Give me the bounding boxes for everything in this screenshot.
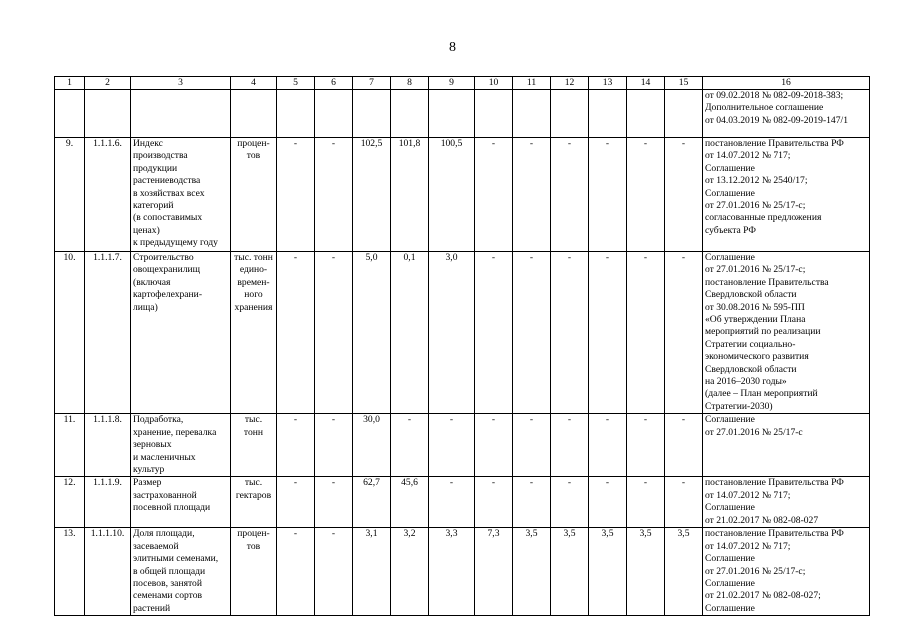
- cell-line: Соглашение: [705, 577, 755, 589]
- cell-line: семенами сортов: [133, 590, 203, 602]
- value-cell: -: [277, 138, 315, 252]
- cell-line: едино-: [239, 264, 268, 276]
- table-row: [55, 252, 870, 414]
- code-cell: 1.1.1.8.: [85, 414, 131, 477]
- value-cell: -: [551, 138, 589, 252]
- cell-line: от 14.07.2012 № 717;: [705, 489, 791, 501]
- cell-line: от 27.01.2016 № 25/17-с;: [705, 200, 806, 212]
- unit-cell: [231, 138, 277, 252]
- cell-line: посевной площади: [133, 502, 211, 514]
- value-cell: -: [475, 477, 513, 528]
- row-number-cell: 11.: [55, 414, 85, 477]
- value-cell: [475, 90, 513, 138]
- cell-line: Соглашение: [705, 187, 755, 199]
- header-cell: 12: [551, 77, 589, 90]
- code-cell: 1.1.1.6.: [85, 138, 131, 252]
- value-cell: -: [475, 414, 513, 477]
- table-row: [55, 138, 870, 252]
- value-cell: [315, 90, 353, 138]
- header-row: [55, 77, 870, 90]
- source-document-cell: [703, 252, 870, 414]
- unit-cell: [231, 528, 277, 616]
- cell-line: Индекс: [133, 138, 163, 149]
- value-cell: -: [589, 138, 627, 252]
- value-cell: -: [277, 252, 315, 414]
- value-cell: -: [277, 414, 315, 477]
- cell-line: от 30.08.2016 № 595-ПП: [705, 301, 805, 313]
- value-cell: -: [665, 252, 703, 414]
- cell-line: картофелехрани-: [133, 289, 203, 301]
- code-cell: 1.1.1.7.: [85, 252, 131, 414]
- cell-line: мероприятий по реализации: [705, 326, 821, 338]
- cell-line: процен-: [237, 138, 270, 149]
- value-cell: -: [277, 528, 315, 616]
- table-body: [55, 77, 870, 616]
- value-cell: 0,1: [391, 252, 429, 414]
- cell-line: от 27.01.2016 № 25/17-с;: [705, 565, 806, 577]
- cell-line: субъекта РФ: [705, 224, 756, 236]
- value-cell: 7,3: [475, 528, 513, 616]
- cell-line: «Об утверждении Плана: [705, 314, 806, 326]
- cell-line: от 21.02.2017 № 082-08-027: [705, 514, 819, 526]
- source-document-cell: [703, 477, 870, 528]
- value-cell: [391, 90, 429, 138]
- value-cell: -: [627, 252, 665, 414]
- cell-line: согласованные предложения: [705, 212, 822, 224]
- cell-line: Соглашение: [705, 602, 755, 614]
- indicator-name-cell: [131, 477, 231, 528]
- table-row: [55, 528, 870, 616]
- cell-line: от 13.12.2012 № 2540/17;: [705, 175, 808, 187]
- cell-line: от 04.03.2019 № 082-09-2019-147/1: [705, 114, 848, 126]
- cell-line: застрахованной: [133, 489, 197, 501]
- value-cell: 3,1: [353, 528, 391, 616]
- cell-line: тыс.: [244, 414, 263, 426]
- cell-line: на 2016–2030 годы»: [705, 376, 787, 388]
- value-cell: 3,5: [551, 528, 589, 616]
- value-cell: [513, 90, 551, 138]
- value-cell: 101,8: [391, 138, 429, 252]
- value-cell: [627, 90, 665, 138]
- cell-line: Строительство: [133, 252, 194, 263]
- cell-line: Подработка,: [133, 414, 184, 426]
- header-cell: 9: [429, 77, 475, 90]
- value-cell: 100,5: [429, 138, 475, 252]
- cell-line: тов: [246, 150, 261, 162]
- cell-line: тыс.: [244, 477, 263, 489]
- cell-line: от 09.02.2018 № 082-09-2018-383;: [705, 90, 844, 101]
- cell-line: от 27.01.2016 № 25/17-с;: [705, 264, 806, 276]
- cell-line: зерновых: [133, 439, 172, 451]
- source-document-cell: [703, 414, 870, 477]
- value-cell: -: [315, 138, 353, 252]
- value-cell: 62,7: [353, 477, 391, 528]
- cell-line: процен-: [237, 528, 270, 540]
- value-cell: -: [315, 414, 353, 477]
- cell-line: в хозяйствах всех: [133, 187, 205, 199]
- value-cell: [589, 90, 627, 138]
- value-cell: -: [627, 477, 665, 528]
- value-cell: -: [589, 252, 627, 414]
- indicator-name-cell: [131, 414, 231, 477]
- value-cell: [429, 90, 475, 138]
- cell-line: Свердловской области: [705, 363, 797, 375]
- value-cell: -: [589, 414, 627, 477]
- value-cell: -: [429, 414, 475, 477]
- unit-cell: [231, 90, 277, 138]
- value-cell: 30,0: [353, 414, 391, 477]
- cell-line: растениеводства: [133, 175, 201, 187]
- value-cell: -: [429, 477, 475, 528]
- cell-line: ного: [244, 289, 263, 301]
- cell-line: элитными семенами,: [133, 553, 219, 565]
- value-cell: 5,0: [353, 252, 391, 414]
- value-cell: 45,6: [391, 477, 429, 528]
- cell-line: Стратегии социально-: [705, 338, 796, 350]
- value-cell: -: [513, 252, 551, 414]
- cell-line: от 14.07.2012 № 717;: [705, 540, 791, 552]
- value-cell: 3,2: [391, 528, 429, 616]
- cell-line: посевов, занятой: [133, 577, 202, 589]
- row-number-cell: 10.: [55, 252, 85, 414]
- header-cell: 5: [277, 77, 315, 90]
- header-cell: 10: [475, 77, 513, 90]
- cell-line: лища): [133, 301, 158, 313]
- cell-line: овощехранилищ: [133, 264, 201, 276]
- header-cell: 13: [589, 77, 627, 90]
- value-cell: 102,5: [353, 138, 391, 252]
- value-cell: -: [665, 138, 703, 252]
- header-cell: 1: [55, 77, 85, 90]
- row-number-cell: 13.: [55, 528, 85, 616]
- header-cell: 11: [513, 77, 551, 90]
- cell-line: Соглашение: [705, 414, 755, 426]
- indicator-name-cell: [131, 528, 231, 616]
- cell-line: категорий: [133, 200, 174, 212]
- cell-line: продукции: [133, 162, 178, 174]
- value-cell: -: [551, 477, 589, 528]
- code-cell: 1.1.1.9.: [85, 477, 131, 528]
- row-number-cell: 12.: [55, 477, 85, 528]
- table-row: [55, 90, 870, 138]
- cell-line: хранения: [234, 301, 273, 313]
- cell-line: хранение, перевалка: [133, 426, 217, 438]
- value-cell: -: [627, 138, 665, 252]
- cell-line: культур: [133, 463, 165, 475]
- value-cell: [665, 90, 703, 138]
- cell-line: засеваемой: [133, 540, 179, 552]
- cell-line: Дополнительное соглашение: [705, 102, 824, 114]
- cell-line: к предыдущему году: [133, 237, 218, 249]
- value-cell: -: [475, 252, 513, 414]
- unit-cell: [231, 414, 277, 477]
- cell-line: Стратегии-2030): [705, 400, 773, 412]
- value-cell: -: [513, 414, 551, 477]
- value-cell: 3,5: [627, 528, 665, 616]
- cell-line: постановление Правительства РФ: [705, 528, 844, 540]
- table-row: [55, 477, 870, 528]
- cell-line: тонн: [243, 426, 264, 438]
- header-cell: 14: [627, 77, 665, 90]
- cell-line: растений: [133, 602, 171, 614]
- cell-line: и масленичных: [133, 451, 196, 463]
- cell-line: от 14.07.2012 № 717;: [705, 150, 791, 162]
- cell-line: экономического развития: [705, 351, 809, 363]
- header-cell: 3: [131, 77, 231, 90]
- cell-line: Доля площади,: [133, 528, 195, 540]
- header-cell: 2: [85, 77, 131, 90]
- value-cell: 3,5: [589, 528, 627, 616]
- indicator-name-cell: [131, 90, 231, 138]
- value-cell: -: [627, 414, 665, 477]
- header-cell: 6: [315, 77, 353, 90]
- cell-line: Соглашение: [705, 502, 755, 514]
- value-cell: -: [665, 477, 703, 528]
- cell-line: Соглашение: [705, 162, 755, 174]
- cell-line: (в сопоставимых: [133, 212, 203, 224]
- value-cell: -: [277, 477, 315, 528]
- value-cell: -: [513, 477, 551, 528]
- header-cell: 4: [231, 77, 277, 90]
- cell-line: времен-: [237, 276, 270, 288]
- cell-line: в общей площади: [133, 565, 206, 577]
- code-cell: [85, 90, 131, 138]
- header-cell: 16: [703, 77, 870, 90]
- row-number-cell: 9.: [55, 138, 85, 252]
- value-cell: -: [551, 252, 589, 414]
- cell-line: постановление Правительства РФ: [705, 477, 844, 489]
- value-cell: [277, 90, 315, 138]
- cell-line: тов: [246, 540, 261, 552]
- targets-table: [54, 76, 870, 616]
- indicator-name-cell: [131, 138, 231, 252]
- cell-line: постановление Правительства РФ: [705, 138, 844, 149]
- cell-line: гектаров: [235, 489, 272, 501]
- cell-line: Свердловской области: [705, 289, 797, 301]
- cell-line: постановление Правительства: [705, 276, 829, 288]
- value-cell: -: [315, 528, 353, 616]
- source-document-cell: [703, 138, 870, 252]
- value-cell: -: [315, 477, 353, 528]
- table-row: [55, 414, 870, 477]
- cell-line: производства: [133, 150, 188, 162]
- cell-line: Размер: [133, 477, 162, 489]
- value-cell: -: [665, 414, 703, 477]
- value-cell: 3,5: [513, 528, 551, 616]
- cell-line: (далее – План мероприятий: [705, 388, 818, 400]
- value-cell: -: [391, 414, 429, 477]
- value-cell: 3,3: [429, 528, 475, 616]
- value-cell: -: [589, 477, 627, 528]
- cell-line: от 27.01.2016 № 25/17-с: [705, 426, 803, 438]
- source-document-cell: [703, 528, 870, 616]
- value-cell: -: [551, 414, 589, 477]
- value-cell: -: [513, 138, 551, 252]
- cell-line: Соглашение: [705, 252, 755, 263]
- cell-line: тыс. тонн: [234, 252, 273, 263]
- cell-line: Соглашение: [705, 553, 755, 565]
- value-cell: -: [475, 138, 513, 252]
- unit-cell: [231, 252, 277, 414]
- cell-line: от 21.02.2017 № 082-08-027;: [705, 590, 821, 602]
- header-cell: 7: [353, 77, 391, 90]
- header-cell: 15: [665, 77, 703, 90]
- value-cell: 3,5: [665, 528, 703, 616]
- value-cell: -: [315, 252, 353, 414]
- code-cell: 1.1.1.10.: [85, 528, 131, 616]
- page-number: 8: [449, 40, 456, 55]
- cell-line: (включая: [133, 276, 171, 288]
- source-document-cell: [703, 90, 870, 138]
- indicator-name-cell: [131, 252, 231, 414]
- header-cell: 8: [391, 77, 429, 90]
- value-cell: [551, 90, 589, 138]
- unit-cell: [231, 477, 277, 528]
- value-cell: 3,0: [429, 252, 475, 414]
- value-cell: [353, 90, 391, 138]
- cell-line: ценах): [133, 224, 160, 236]
- row-number-cell: [55, 90, 85, 138]
